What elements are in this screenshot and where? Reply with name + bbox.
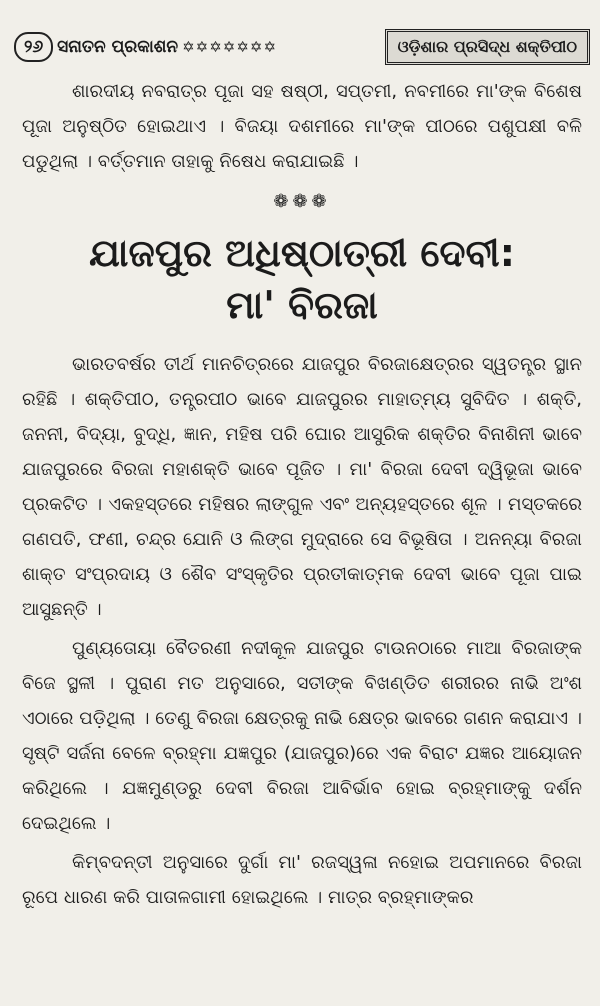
- flower-divider: ❁❁❁: [273, 191, 331, 212]
- paragraph-1: ଭାରତବର୍ଷର ତୀର୍ଥ ମାନଚିତ୍ରରେ ଯାଜପୁର ବିରଜାକ୍ଷେତ୍ରର ସ୍ୱତନ୍ତ୍ର ସ୍ଥାନ ରହିଛି । ଶକ୍ତିପୀଠ, ତନ୍ତ୍ରପୀଠ ଭାବେ ଯାଜପୁରର ମାହାତ୍ମ୍ୟ ସୁବିଦିତ । ଶକ୍ତି, ଜନନୀ, ବିଦ୍ୟା, ବୁଦ୍ଧି, ଜ୍ଞାନ, ମହିଷ ପରି ଘୋର ଆସୁରିକ ଶକ୍ତିର ବିନାଶିନୀ ଭାବେ ଯାଜପୁରରେ ବିରଜା ମହାଶକ୍ତି ଭାବେ ପୂଜିତ । ମା' ବିରଜା ଦେବୀ ଦ୍ୱିଭୂଜା ଭାବେ ପ୍ରକଟିତ । ଏକହସ୍ତରେ ମହିଷର ଲାଙ୍ଗୁଳ ଏବଂ ଅନ୍ୟହସ୍ତରେ ଶୂଳ । ମସ୍ତକରେ ଗଣପତି, ଫଣୀ, ଚନ୍ଦ୍ର ଯୋନି ଓ ଲିଙ୍ଗ ମୁଦ୍ରାରେ ସେ ବିଭୂଷିତା । ଅନନ୍ୟା ବିରଜା ଶାକ୍ତ ସଂପ୍ରଦାୟ ଓ ଶୈବ ସଂସ୍କୃତିର ପ୍ରତୀକାତ୍ମକ ଦେବୀ ଭାବେ ପୂଜା ପାଇ ଆସୁଛନ୍ତି ।: [22, 354, 582, 620]
- page-number: ୨୬: [14, 32, 53, 62]
- paragraph-2: ପୁଣ୍ୟତୋୟା ବୈତରଣୀ ନଦୀକୂଳ ଯାଜପୁର ଟାଉନଠାରେ ମାଆ ବିରଜାଙ୍କ ବିଜେ ସ୍ଥଳୀ । ପୁରାଣ ମତ ଅନୁସାରେ, ସତୀଙ୍କ ବିଖଣ୍ଡିତ ଶରୀରର ନାଭି ଅଂଶ ଏଠାରେ ପଡ଼ିଥିଲା । ତେଣୁ ବିରଜା କ୍ଷେତ୍ରକୁ ନାଭି କ୍ଷେତ୍ର ଭାବରେ ଗଣନ କରାଯାଏ । ସୃଷ୍ଟି ସର୍ଜନା ବେଳେ ବ୍ରହ୍ମା ଯଜ୍ଞପୁର (ଯାଜପୁର)ରେ ଏକ ବିରାଟ ଯଜ୍ଞର ଆୟୋଜନ କରିଥିଲେ । ଯଜ୍ଞମୁଣ୍ଡରୁ ଦେବୀ ବିରଜା ଆବିର୍ଭାବ ହୋଇ ବ୍ରହ୍ମାଙ୍କୁ ଦର୍ଶନ ଦେଇଥିଲେ ।: [22, 638, 582, 834]
- intro-paragraph: ଶାରଦୀୟ ନବରାତ୍ର ପୂଜା ସହ ଷଷ୍ଠୀ, ସପ୍ତମୀ, ନବମୀରେ ମା'ଙ୍କ ବିଶେଷ ପୂଜା ଅନୁଷ୍ଠିତ ହୋଇଥାଏ । ବିଜୟା ଦଶମୀରେ ମା'ଙ୍କ ପୀଠରେ ପଶୁପକ୍ଷୀ ବଳି ପଡୁଥିଲା । ବର୍ତ୍ତମାନ ତାହାକୁ ନିଷେଧ କରାଯାଇଛି ।: [22, 81, 582, 172]
- title-line-2: ମା' ବିରଜା: [226, 283, 378, 327]
- page-header: [14, 30, 590, 64]
- section-title: ଓଡ଼ିଶାର ପ୍ରସିଦ୍ଧ ଶକ୍ତିପୀଠ: [385, 29, 590, 65]
- article-body: [22, 74, 582, 915]
- paragraph-3: କିମ୍ବଦନ୍ତୀ ଅନୁସାରେ ଦୁର୍ଗା ମା' ରଜସ୍ୱଳା ନହୋଇ ଅପମାନରେ ବିରଜା ରୂପେ ଧାରଣ କରି ପାତାଳଗାମୀ ହୋଇଥିଲେ । ମାତ୍ର ବ୍ରହ୍ମାଙ୍କର: [22, 852, 582, 908]
- publisher-name: ସନାତନ ପ୍ରକାଶନ: [57, 37, 179, 57]
- title-line-1: ଯାଜପୁର ଅଧିଷ୍ଠାତ୍ରୀ ଦେବୀ:: [89, 231, 515, 275]
- article-title: [22, 227, 582, 331]
- star-ornament: ✡✡✡✡✡✡✡: [182, 38, 278, 56]
